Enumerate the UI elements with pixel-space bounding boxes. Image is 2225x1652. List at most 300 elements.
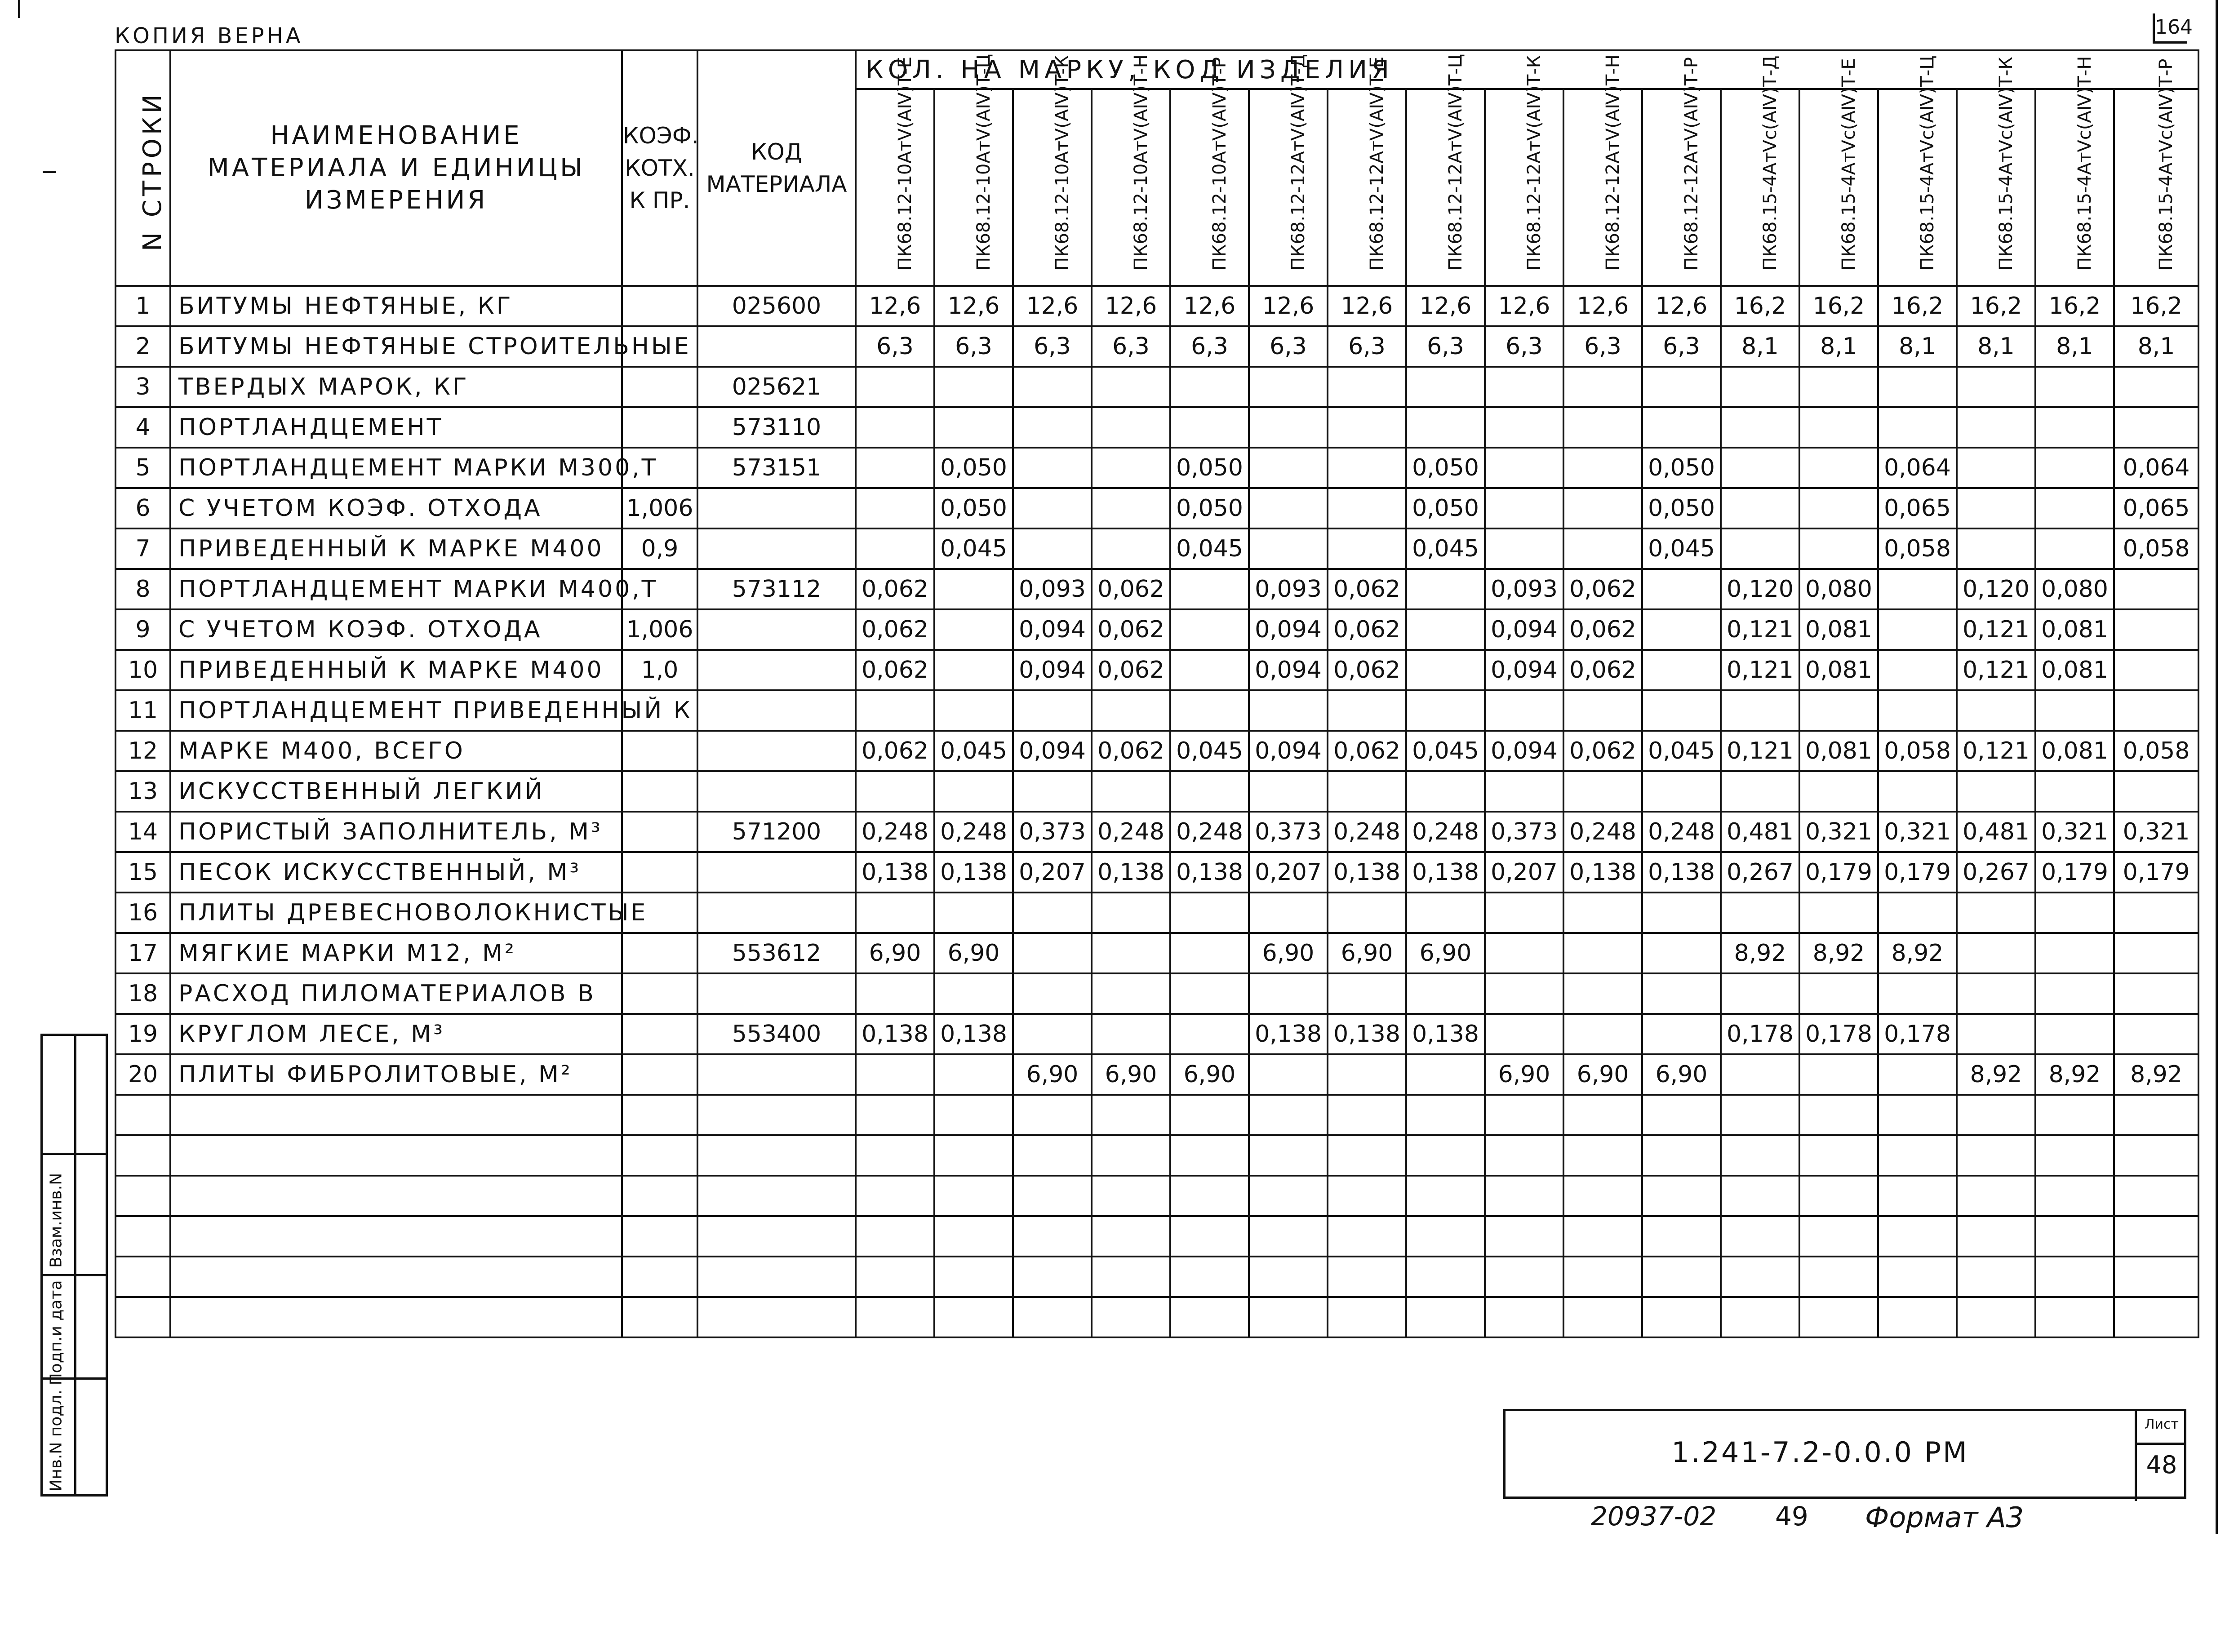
quantity-cell: 0,058	[1878, 731, 1957, 771]
quantity-cell: 0,178	[1721, 1014, 1799, 1054]
quantity-cell	[1642, 569, 1721, 609]
coefficient-cell	[622, 812, 697, 852]
quantity-cell	[1721, 488, 1799, 528]
quantity-cell	[1799, 893, 1878, 933]
row-number: 20	[115, 1054, 170, 1095]
quantity-cell	[1485, 1014, 1563, 1054]
quantity-cell: 0,045	[1170, 528, 1249, 569]
quantity-cell: 0,062	[856, 650, 934, 690]
quantity-cell	[2035, 973, 2114, 1014]
product-header: ПК68.12-12АтⅤ(АⅣ)Т-Н	[1563, 89, 1642, 286]
product-header: ПК68.15-4АтⅤс(АⅣ)Т-Д	[1721, 89, 1799, 286]
quantity-cell	[1485, 933, 1563, 973]
quantity-cell	[934, 650, 1013, 690]
quantity-cell: 0,062	[1328, 569, 1406, 609]
quantity-cell	[2114, 367, 2198, 407]
quantity-cell: 12,6	[1092, 286, 1170, 326]
quantity-cell	[1721, 893, 1799, 933]
quantity-cell: 0,138	[1642, 852, 1721, 893]
quantity-cell: 0,121	[1957, 731, 2035, 771]
table-row	[115, 1054, 2198, 1095]
quantity-cell	[1563, 488, 1642, 528]
quantity-cell	[1642, 1014, 1721, 1054]
row-number: 15	[115, 852, 170, 893]
quantity-cell	[1485, 771, 1563, 812]
quantity-cell	[934, 893, 1013, 933]
coefficient-cell	[622, 731, 697, 771]
quantity-cell	[1170, 933, 1249, 973]
quantity-cell: 0,050	[1170, 448, 1249, 488]
material-name: КРУГЛОМ ЛЕСЕ, М³	[170, 1014, 622, 1054]
quantity-cell: 6,3	[1092, 326, 1170, 367]
material-name: ПРИВЕДЕННЫЙ К МАРКЕ М400	[170, 650, 622, 690]
quantity-cell: 6,90	[1092, 1054, 1170, 1095]
quantity-cell: 0,062	[1563, 569, 1642, 609]
quantity-cell	[1878, 367, 1957, 407]
quantity-cell	[856, 1054, 934, 1095]
quantity-cell: 0,050	[1170, 488, 1249, 528]
quantity-cell	[1721, 407, 1799, 448]
quantity-cell	[1092, 407, 1170, 448]
table-row	[115, 407, 2198, 448]
quantity-cell: 6,3	[1642, 326, 1721, 367]
quantity-cell: 0,045	[1170, 731, 1249, 771]
quantity-cell	[934, 1054, 1013, 1095]
quantity-cell	[1328, 448, 1406, 488]
quantity-cell	[1957, 367, 2035, 407]
quantity-cell	[1878, 609, 1957, 650]
quantity-cell	[1721, 448, 1799, 488]
quantity-cell: 0,248	[1170, 812, 1249, 852]
sheet-number: 48	[2146, 1451, 2177, 1479]
header-quantity-group: КОЛ. НА МАРКУ, КОД ИЗДЕЛИЯ	[856, 50, 2198, 89]
quantity-cell	[1092, 448, 1170, 488]
coefficient-cell	[622, 367, 697, 407]
quantity-cell	[1721, 367, 1799, 407]
quantity-cell: 0,045	[934, 731, 1013, 771]
quantity-cell: 0,050	[1642, 488, 1721, 528]
row-number: 6	[115, 488, 170, 528]
material-code-cell	[697, 731, 856, 771]
quantity-cell	[1878, 690, 1957, 731]
material-code-cell: 025600	[697, 286, 856, 326]
quantity-cell	[1170, 407, 1249, 448]
product-header: ПК68.12-10АтⅤ(АⅣ)Т-К	[1013, 89, 1092, 286]
product-header: ПК68.12-12АтⅤ(АⅣ)Т-Д	[1249, 89, 1328, 286]
material-code-cell	[697, 771, 856, 812]
quantity-cell	[1721, 973, 1799, 1014]
quantity-cell: 12,6	[1328, 286, 1406, 326]
quantity-cell	[2035, 690, 2114, 731]
quantity-cell: 0,138	[856, 1014, 934, 1054]
quantity-cell: 12,6	[1170, 286, 1249, 326]
quantity-cell	[2035, 933, 2114, 973]
quantity-cell: 0,207	[1249, 852, 1328, 893]
quantity-cell: 12,6	[1642, 286, 1721, 326]
quantity-cell: 0,094	[1249, 609, 1328, 650]
quantity-cell: 0,373	[1249, 812, 1328, 852]
quantity-cell: 0,179	[1799, 852, 1878, 893]
quantity-cell: 0,080	[1799, 569, 1878, 609]
quantity-cell	[1249, 407, 1328, 448]
quantity-cell	[2114, 650, 2198, 690]
quantity-cell	[1563, 933, 1642, 973]
empty-row	[115, 1216, 2198, 1257]
quantity-cell	[2035, 488, 2114, 528]
quantity-cell	[934, 973, 1013, 1014]
quantity-cell	[1799, 771, 1878, 812]
product-header: ПК68.12-10АтⅤ(АⅣ)Т-Ц	[934, 89, 1013, 286]
material-name: БИТУМЫ НЕФТЯНЫЕ СТРОИТЕЛЬНЫЕ	[170, 326, 622, 367]
coefficient-cell	[622, 973, 697, 1014]
quantity-cell: 0,207	[1485, 852, 1563, 893]
quantity-cell	[2035, 528, 2114, 569]
quantity-cell: 8,1	[2035, 326, 2114, 367]
quantity-cell	[1563, 367, 1642, 407]
quantity-cell: 6,3	[1170, 326, 1249, 367]
quantity-cell	[2114, 569, 2198, 609]
coefficient-cell	[622, 1054, 697, 1095]
quantity-cell: 0,179	[2114, 852, 2198, 893]
quantity-cell	[1878, 893, 1957, 933]
quantity-cell: 0,481	[1721, 812, 1799, 852]
row-number: 16	[115, 893, 170, 933]
quantity-cell: 8,1	[1957, 326, 2035, 367]
quantity-cell	[1406, 690, 1485, 731]
quantity-cell: 0,094	[1249, 650, 1328, 690]
quantity-cell: 16,2	[1878, 286, 1957, 326]
quantity-cell: 6,90	[856, 933, 934, 973]
quantity-cell	[2035, 771, 2114, 812]
coefficient-cell: 1,0	[622, 650, 697, 690]
row-number: 4	[115, 407, 170, 448]
quantity-cell: 6,90	[1642, 1054, 1721, 1095]
quantity-cell	[2114, 407, 2198, 448]
quantity-cell	[1485, 407, 1563, 448]
quantity-cell	[1957, 771, 2035, 812]
coefficient-cell	[622, 286, 697, 326]
quantity-cell	[1485, 448, 1563, 488]
material-code-cell	[697, 690, 856, 731]
quantity-cell	[1406, 569, 1485, 609]
quantity-cell	[1485, 690, 1563, 731]
material-name: ТВЕРДЫХ МАРОК, КГ	[170, 367, 622, 407]
quantity-cell	[1092, 690, 1170, 731]
quantity-cell	[2114, 1014, 2198, 1054]
quantity-cell: 0,248	[856, 812, 934, 852]
material-name: ПРИВЕДЕННЫЙ К МАРКЕ М400	[170, 528, 622, 569]
quantity-cell	[1249, 1054, 1328, 1095]
material-name: ПЛИТЫ ФИБРОЛИТОВЫЕ, М²	[170, 1054, 622, 1095]
quantity-cell: 0,080	[2035, 569, 2114, 609]
quantity-cell	[1249, 690, 1328, 731]
quantity-cell	[1170, 609, 1249, 650]
row-number: 14	[115, 812, 170, 852]
quantity-cell	[1878, 973, 1957, 1014]
quantity-cell: 8,92	[2035, 1054, 2114, 1095]
quantity-cell: 8,92	[2114, 1054, 2198, 1095]
material-code-cell	[697, 488, 856, 528]
row-number: 10	[115, 650, 170, 690]
quantity-cell	[1013, 448, 1092, 488]
quantity-cell	[1721, 690, 1799, 731]
quantity-cell: 0,120	[1721, 569, 1799, 609]
quantity-cell	[1406, 407, 1485, 448]
quantity-cell	[934, 690, 1013, 731]
quantity-cell: 0,267	[1721, 852, 1799, 893]
quantity-cell	[856, 771, 934, 812]
quantity-cell	[2035, 448, 2114, 488]
quantity-cell	[1878, 407, 1957, 448]
quantity-cell: 0,138	[1328, 1014, 1406, 1054]
quantity-cell: 0,094	[1013, 731, 1092, 771]
stamp-inv-no: Инв.N подл.	[47, 1390, 66, 1492]
material-code-cell: 025621	[697, 367, 856, 407]
quantity-cell	[934, 771, 1013, 812]
quantity-cell: 0,248	[1328, 812, 1406, 852]
quantity-cell: 8,92	[1957, 1054, 2035, 1095]
material-code-cell	[697, 973, 856, 1014]
row-number: 9	[115, 609, 170, 650]
quantity-cell	[1092, 367, 1170, 407]
quantity-cell	[1013, 488, 1092, 528]
quantity-cell: 6,3	[1328, 326, 1406, 367]
empty-row	[115, 1176, 2198, 1216]
quantity-cell	[2114, 690, 2198, 731]
quantity-cell: 0,050	[934, 488, 1013, 528]
quantity-cell: 0,064	[1878, 448, 1957, 488]
quantity-cell: 0,094	[1485, 609, 1563, 650]
quantity-cell	[1249, 448, 1328, 488]
quantity-cell	[1957, 407, 2035, 448]
footer-order-number: 20937-02	[1591, 1501, 1717, 1532]
quantity-cell	[1721, 528, 1799, 569]
quantity-cell: 6,90	[1485, 1054, 1563, 1095]
quantity-cell: 0,321	[1799, 812, 1878, 852]
quantity-cell	[1485, 528, 1563, 569]
quantity-cell: 0,045	[1406, 528, 1485, 569]
quantity-cell	[1328, 690, 1406, 731]
product-header: ПК68.15-4АтⅤс(АⅣ)Т-К	[1957, 89, 2035, 286]
table-row	[115, 569, 2198, 609]
footer-format: Формат А3	[1865, 1501, 2024, 1534]
quantity-cell: 12,6	[856, 286, 934, 326]
quantity-cell: 0,267	[1957, 852, 2035, 893]
quantity-cell	[2035, 367, 2114, 407]
sheet-label: Лист	[2144, 1417, 2179, 1432]
quantity-cell: 0,081	[2035, 650, 2114, 690]
quantity-cell: 12,6	[1406, 286, 1485, 326]
quantity-cell	[1878, 771, 1957, 812]
quantity-cell: 16,2	[1799, 286, 1878, 326]
quantity-cell: 0,138	[1406, 852, 1485, 893]
product-header: ПК68.12-10АтⅤ(АⅣ)Т-Н	[1092, 89, 1170, 286]
quantity-cell: 8,1	[1799, 326, 1878, 367]
quantity-cell	[1013, 893, 1092, 933]
quantity-cell	[1642, 893, 1721, 933]
quantity-cell: 6,3	[1406, 326, 1485, 367]
quantity-cell: 8,92	[1799, 933, 1878, 973]
table-row	[115, 852, 2198, 893]
quantity-cell: 0,062	[1563, 650, 1642, 690]
material-name: ПОРТЛАНДЦЕМЕНТ ПРИВЕДЕННЫЙ К	[170, 690, 622, 731]
quantity-cell	[856, 488, 934, 528]
quantity-cell	[1328, 893, 1406, 933]
quantity-cell	[1563, 407, 1642, 448]
quantity-cell	[1013, 690, 1092, 731]
quantity-cell: 16,2	[2114, 286, 2198, 326]
quantity-cell: 0,248	[1563, 812, 1642, 852]
quantity-cell	[1249, 771, 1328, 812]
quantity-cell	[2114, 893, 2198, 933]
row-number: 1	[115, 286, 170, 326]
quantity-cell	[1013, 973, 1092, 1014]
quantity-cell	[1563, 528, 1642, 569]
quantity-cell	[2114, 771, 2198, 812]
row-number: 2	[115, 326, 170, 367]
quantity-cell	[1485, 367, 1563, 407]
quantity-cell	[1013, 933, 1092, 973]
corner-page-number: 164	[2153, 13, 2187, 44]
quantity-cell: 0,179	[2035, 852, 2114, 893]
quantity-cell	[1721, 1054, 1799, 1095]
material-name: С УЧЕТОМ КОЭФ. ОТХОДА	[170, 609, 622, 650]
quantity-cell	[856, 528, 934, 569]
quantity-cell: 0,093	[1485, 569, 1563, 609]
quantity-cell	[1957, 488, 2035, 528]
quantity-cell	[1328, 1054, 1406, 1095]
quantity-cell: 0,248	[1642, 812, 1721, 852]
quantity-cell	[1799, 367, 1878, 407]
quantity-cell: 0,138	[1406, 1014, 1485, 1054]
quantity-cell: 12,6	[1013, 286, 1092, 326]
left-tick	[18, 0, 20, 18]
quantity-cell: 0,062	[1563, 731, 1642, 771]
table-row	[115, 367, 2198, 407]
quantity-cell	[1249, 488, 1328, 528]
quantity-cell	[1170, 650, 1249, 690]
table-row	[115, 286, 2198, 326]
quantity-cell: 0,094	[1485, 731, 1563, 771]
material-code-cell	[697, 893, 856, 933]
quantity-cell: 6,90	[934, 933, 1013, 973]
quantity-cell: 6,3	[1249, 326, 1328, 367]
coefficient-cell	[622, 771, 697, 812]
table-row	[115, 448, 2198, 488]
quantity-cell: 0,062	[856, 569, 934, 609]
empty-row	[115, 1135, 2198, 1176]
quantity-cell	[1642, 650, 1721, 690]
material-code-cell: 571200	[697, 812, 856, 852]
quantity-cell: 12,6	[1485, 286, 1563, 326]
material-code-cell	[697, 528, 856, 569]
side-stamp	[40, 1034, 108, 1497]
quantity-cell: 0,045	[1642, 528, 1721, 569]
quantity-cell	[1406, 367, 1485, 407]
right-edge-line	[2216, 0, 2218, 1534]
quantity-cell: 6,3	[1013, 326, 1092, 367]
quantity-cell: 0,138	[1328, 852, 1406, 893]
quantity-cell	[2035, 893, 2114, 933]
quantity-cell: 0,248	[1092, 812, 1170, 852]
quantity-cell: 0,481	[1957, 812, 2035, 852]
quantity-cell: 0,138	[1563, 852, 1642, 893]
quantity-cell: 0,050	[934, 448, 1013, 488]
table-row	[115, 933, 2198, 973]
quantity-cell: 0,094	[1013, 609, 1092, 650]
quantity-cell: 0,081	[2035, 731, 2114, 771]
quantity-cell: 12,6	[1563, 286, 1642, 326]
empty-row	[115, 1095, 2198, 1135]
materials-table	[115, 49, 2199, 1338]
quantity-cell	[1563, 771, 1642, 812]
material-name: ПЛИТЫ ДРЕВЕСНОВОЛОКНИСТЫЕ	[170, 893, 622, 933]
quantity-cell	[1957, 933, 2035, 973]
table-row	[115, 893, 2198, 933]
left-dash	[43, 171, 56, 173]
material-code-cell: 573151	[697, 448, 856, 488]
quantity-cell: 0,062	[1563, 609, 1642, 650]
quantity-cell	[1328, 528, 1406, 569]
quantity-cell: 0,178	[1878, 1014, 1957, 1054]
material-code-cell	[697, 1054, 856, 1095]
row-number: 17	[115, 933, 170, 973]
row-number: 8	[115, 569, 170, 609]
quantity-cell: 0,050	[1406, 448, 1485, 488]
material-name: РАСХОД ПИЛОМАТЕРИАЛОВ В	[170, 973, 622, 1014]
quantity-cell	[1328, 973, 1406, 1014]
empty-row	[115, 1297, 2198, 1337]
quantity-cell	[1249, 367, 1328, 407]
header-coefficient: КОЭФ. КОТХ. К ПР.	[622, 50, 697, 286]
material-code-cell: 573112	[697, 569, 856, 609]
quantity-cell	[1957, 448, 2035, 488]
quantity-cell	[2035, 407, 2114, 448]
quantity-cell: 0,081	[1799, 731, 1878, 771]
quantity-cell: 0,062	[1092, 731, 1170, 771]
quantity-cell	[2114, 973, 2198, 1014]
product-header: ПК68.12-10АтⅤ(АⅣ)Т-Р	[1170, 89, 1249, 286]
empty-row	[115, 1257, 2198, 1297]
material-name: ИСКУССТВЕННЫЙ ЛЕГКИЙ	[170, 771, 622, 812]
quantity-cell	[1563, 973, 1642, 1014]
material-name: ПЕСОК ИСКУССТВЕННЫЙ, М³	[170, 852, 622, 893]
quantity-cell	[2114, 933, 2198, 973]
quantity-cell: 0,081	[1799, 609, 1878, 650]
quantity-cell	[1957, 893, 2035, 933]
quantity-cell: 0,121	[1721, 731, 1799, 771]
document-code: 1.241-7.2-0.0.0 РМ	[1671, 1436, 1969, 1469]
quantity-cell: 6,90	[1170, 1054, 1249, 1095]
quantity-cell: 8,1	[1721, 326, 1799, 367]
quantity-cell	[1485, 488, 1563, 528]
quantity-cell: 16,2	[1721, 286, 1799, 326]
quantity-cell	[1799, 1054, 1878, 1095]
quantity-cell	[1170, 973, 1249, 1014]
quantity-cell	[1485, 893, 1563, 933]
quantity-cell	[2114, 609, 2198, 650]
quantity-cell: 0,138	[1170, 852, 1249, 893]
quantity-cell: 0,178	[1799, 1014, 1878, 1054]
quantity-cell: 8,92	[1878, 933, 1957, 973]
quantity-cell: 6,90	[1013, 1054, 1092, 1095]
quantity-cell	[2035, 1014, 2114, 1054]
quantity-cell: 6,90	[1249, 933, 1328, 973]
quantity-cell: 0,065	[1878, 488, 1957, 528]
quantity-cell	[856, 690, 934, 731]
quantity-cell	[1957, 690, 2035, 731]
quantity-cell: 0,062	[1328, 650, 1406, 690]
